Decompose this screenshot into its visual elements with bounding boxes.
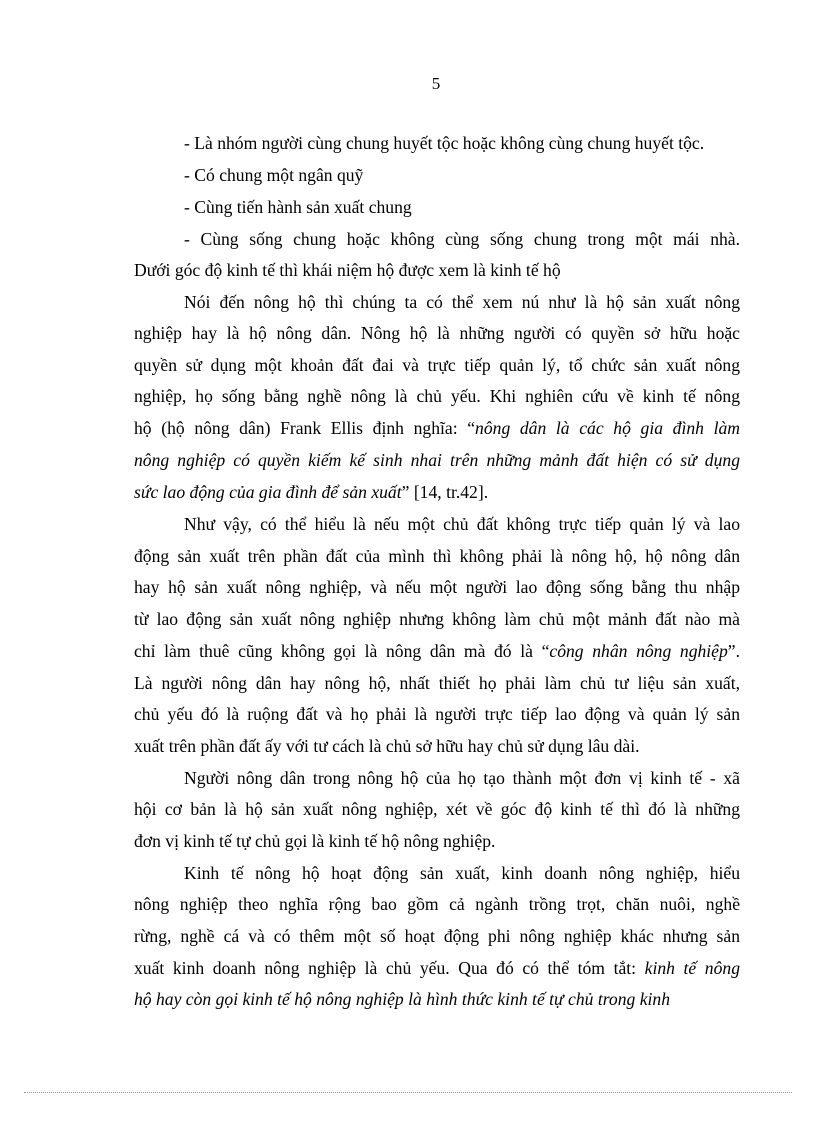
text-line [134,417,740,448]
text-segment: Kinh tế nông hộ hoạt động sản xuất, kinh doanh nông nghiệp, hiểu [184,863,740,883]
page-number: 5 [431,74,441,93]
text-segment: Dưới góc độ kinh tế thì khái niệm hộ được xem là kinh tế hộ [134,260,561,280]
text-line [134,576,740,607]
text-segment: - Cùng tiến hành sản xuất chung [184,197,412,217]
text-line [134,703,740,734]
italic-text: công nhân nông nghiệp [549,641,728,661]
text-segment: Người nông dân trong nông hộ của họ tạo thành một đơn vị kinh tế - xã [184,768,740,788]
text-segment: hội cơ bản là hộ sản xuất nông nghiệp, xét về góc độ kinh tế thì đó là những [134,799,740,819]
italic-text: sức lao động của gia đình để sản xuất [134,482,402,502]
text-segment: - Là nhóm người cùng chung huyết tộc hoặc không cùng chung huyết tộc. [184,133,705,153]
text-line [134,640,740,671]
text-line [184,513,740,544]
text-line [184,132,740,163]
text-line [134,545,740,576]
text-segment: từ lao động sản xuất nông nghiệp nhưng không làm chủ một mảnh đất nào mà [134,609,740,629]
text-segment: chủ yếu đó là ruộng đất và họ phải là người trực tiếp lao động và quản lý sản [134,704,740,724]
text-line [134,988,740,1019]
text-segment: Như vậy, có thể hiểu là nếu một chủ đất không trực tiếp quản lý và lao [184,514,740,534]
text-line [134,385,740,416]
italic-text: hộ hay còn gọi kinh tế hộ nông nghiệp là hình thức kinh tế tự chủ trong kinh [134,989,670,1009]
text-line [134,354,740,385]
text-segment: hộ (hộ nông dân) Frank Ellis định nghĩa: “ [134,418,476,438]
text-line [134,259,740,290]
text-segment: nông nghiệp theo nghĩa rộng bao gồm cả ngành trồng trọt, chăn nuôi, nghề [134,894,740,914]
text-segment: ” [14, tr.42]. [401,482,489,502]
text-segment: hay hộ sản xuất nông nghiệp, và nếu một người lao động sống bằng thu nhập [134,577,740,597]
text-line [134,798,740,829]
text-line [134,830,740,861]
text-line [184,196,740,227]
text-segment: - Có chung một ngân quỹ [184,165,364,185]
text-line [184,291,740,322]
text-line [184,862,740,893]
text-segment: chỉ làm thuê cũng không gọi là nông dân mà đó là “ [134,641,550,661]
italic-text: nông dân là các hộ gia đình làm [475,418,740,438]
text-line [134,735,740,766]
text-segment: nghiệp hay là hộ nông dân. Nông hộ là những người có quyền sở hữu hoặc [134,323,740,343]
italic-text: nông nghiệp có quyền kiếm kế sinh nhai trên những mảnh đất hiện có sử dụng [134,450,740,470]
text-segment: quyền sử dụng một khoản đất đai và trực tiếp quản lý, tổ chức sản xuất nông [134,355,740,375]
text-line [184,767,740,798]
text-segment: Nói đến nông hộ thì chúng ta có thể xem nú như là hộ sản xuất nông [184,292,740,312]
text-segment: rừng, nghề cá và có thêm một số hoạt động phi nông nghiệp khác nhưng sản [134,926,740,946]
italic-text: kinh tế nông [644,958,740,978]
text-line [184,228,740,259]
page-bottom-divider [24,1092,792,1093]
text-segment: nghiệp, họ sống bằng nghề nông là chủ yếu. Khi nghiên cứu về kinh tế nông [134,386,740,406]
text-segment: - Cùng sống chung hoặc không cùng sống chung trong một mái nhà. [184,229,740,249]
text-segment: xuất trên phần đất ấy với tư cách là chủ sở hữu hay chủ sử dụng lâu dài. [134,736,640,756]
text-line [134,893,740,924]
text-line [184,164,740,195]
text-segment: động sản xuất trên phần đất của mình thì không phải là nông hộ, hộ nông dân [134,546,740,566]
text-line [134,608,740,639]
text-line [134,481,740,512]
text-segment: đơn vị kinh tế tự chủ gọi là kinh tế hộ nông nghiệp. [134,831,496,851]
text-line [134,925,740,956]
text-line [134,449,740,480]
text-segment: xuất kinh doanh nông nghiệp là chủ yếu. Qua đó có thể tóm tắt: [134,958,645,978]
text-line [134,957,740,988]
text-segment: ”. [727,641,741,661]
text-line [134,322,740,353]
text-line [134,672,740,703]
text-segment: Là người nông dân hay nông hộ, nhất thiết họ phải làm chủ tư liệu sản xuất, [134,673,740,693]
